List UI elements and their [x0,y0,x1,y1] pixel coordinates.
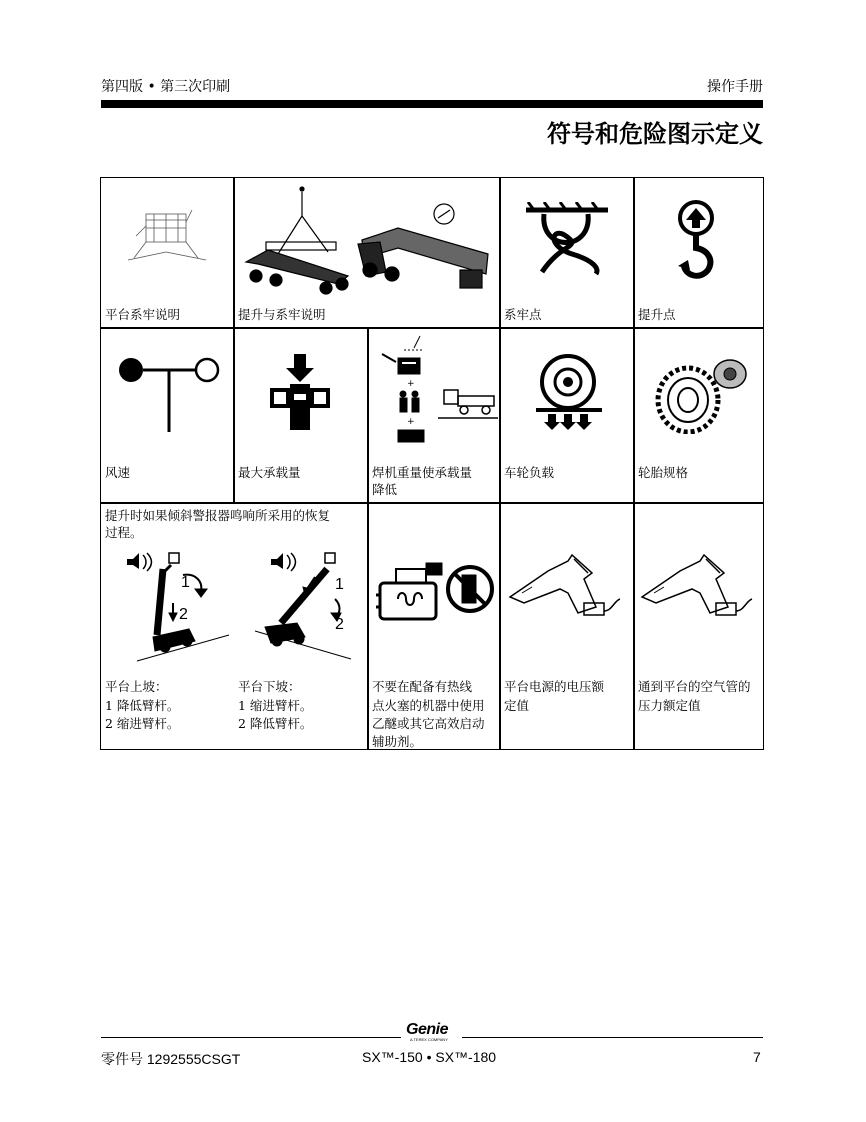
wheel-load-icon [534,354,604,430]
downhill-recovery-icon [251,551,361,663]
model-label: SX™-150 • SX™-180 [362,1049,497,1065]
downhill-step-1: 1 缩进臂杆。 [238,698,313,713]
caption-tire-spec: 轮胎规格 [638,465,689,480]
caption-platform-tiedown: 平台系牢说明 [105,307,181,322]
welder-weight-icon [374,334,498,452]
caption-lift-tiedown: 提升与系牢说明 [238,307,326,322]
step-label-2b: 2 [335,616,344,633]
caption-lift-point: 提升点 [638,307,676,322]
cell-lift-tiedown [233,177,501,329]
no-ether-icon [374,555,496,635]
cell-no-ether [367,502,501,750]
cell-platform-tiedown [100,177,235,329]
footer-rule-right [462,1037,763,1038]
step-label-2: 2 [179,606,188,623]
platform-voltage-line-2: 定值 [504,698,530,713]
cell-lift-point [633,177,764,329]
caption-tiedown-point: 系牢点 [504,307,542,322]
caption-welder-weight-2: 降低 [372,482,398,497]
air-line-pressure-icon [640,549,762,639]
genie-logo: Genie [406,1021,448,1038]
cell-air-line-pressure [633,502,764,750]
downhill-step-2: 2 降低臂杆。 [238,716,313,731]
caption-wind-speed: 风速 [105,465,131,480]
cell-platform-voltage [499,502,635,750]
svg-text:+: + [407,417,415,427]
tilt-recovery-intro-1: 提升时如果倾斜警报器鸣响所采用的恢复 [105,508,331,523]
step-label-1: 1 [181,574,190,591]
genie-logo-sub: A TEREX COMPANY [410,1037,448,1042]
no-ether-line-4: 辅助剂。 [372,734,423,749]
part-number: 零件号 1292555CSGT [101,1051,241,1067]
cell-tilt-recovery [100,502,369,750]
svg-text:+: + [407,379,415,389]
uphill-title: 平台上坡： [105,679,168,694]
platform-voltage-line-1: 平台电源的电压额 [504,679,605,694]
tire-spec-icon [652,354,752,434]
cell-wind-speed [100,327,235,504]
platform-tiedown-icon [126,206,211,266]
caption-max-capacity: 最大承载量 [238,465,301,480]
caption-welder-weight-1: 焊机重量使承载量 [372,465,473,480]
wind-speed-icon [117,354,221,434]
no-ether-line-2: 点火塞的机器中使用 [372,698,485,713]
manual-label: 操作手册 [707,79,763,95]
cell-tire-spec [633,327,764,504]
cell-tiedown-point [499,177,635,329]
uphill-step-2: 2 缩进臂杆。 [105,716,180,731]
edition-label: 第四版 • 第三次印刷 [101,79,231,95]
uphill-recovery-icon [125,551,235,663]
step-label-1b: 1 [335,576,344,593]
footer-rule-left [101,1037,401,1038]
page-title: 符号和危险图示定义 [547,120,763,148]
cell-max-capacity [233,327,369,504]
symbols-table [100,177,764,750]
uphill-step-1: 1 降低臂杆。 [105,698,180,713]
platform-voltage-icon [508,549,630,639]
no-ether-line-1: 不要在配备有热线 [372,679,473,694]
max-capacity-icon [268,354,332,430]
lift-point-icon [674,200,724,282]
no-ether-line-3: 乙醚或其它高效启动 [372,716,485,731]
downhill-title: 平台下坡： [238,679,301,694]
caption-wheel-load: 车轮负载 [504,465,555,480]
cell-welder-weight [367,327,501,504]
header-divider [101,100,763,108]
lift-tiedown-icon [238,184,498,302]
page-number: 7 [753,1049,761,1065]
tilt-recovery-intro-2: 过程。 [105,525,143,540]
air-line-pressure-line-1: 通到平台的空气管的 [638,679,751,694]
cell-wheel-load [499,327,635,504]
air-line-pressure-line-2: 压力额定值 [638,698,701,713]
tiedown-point-icon [522,202,612,282]
